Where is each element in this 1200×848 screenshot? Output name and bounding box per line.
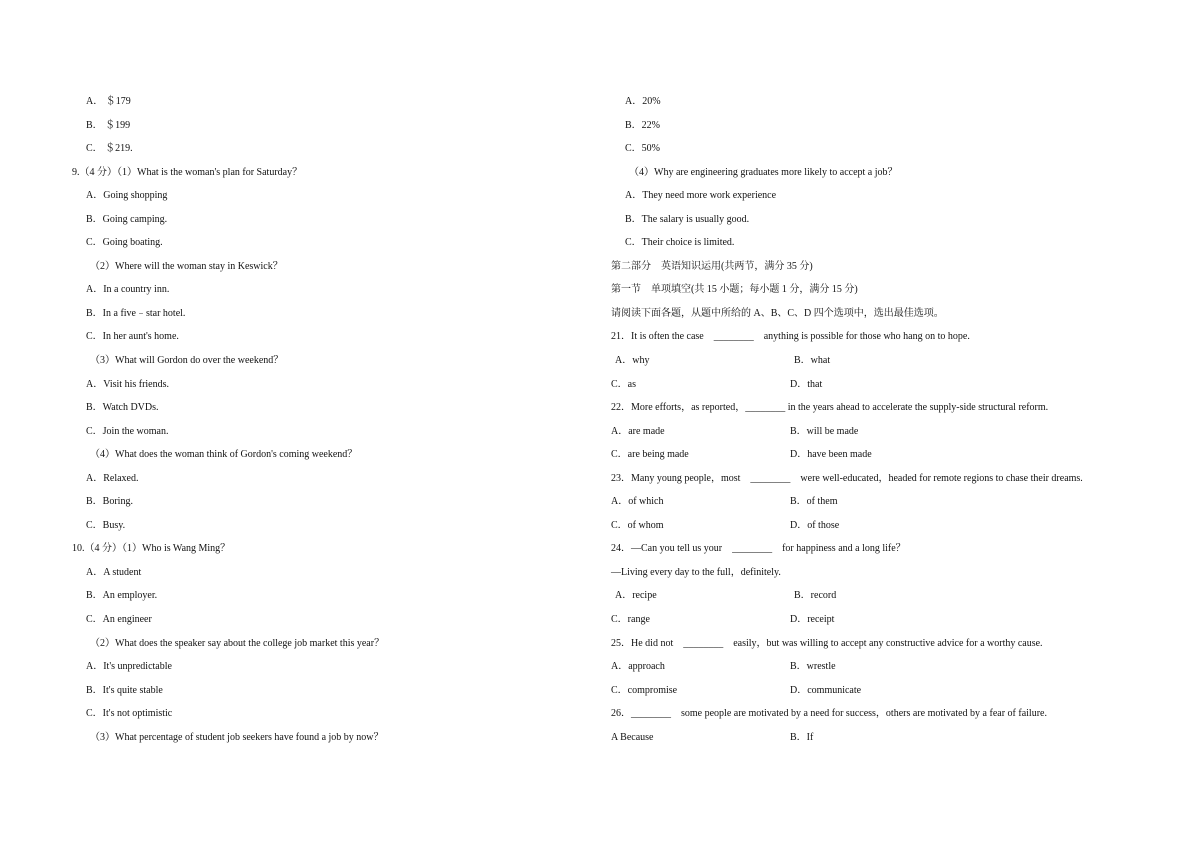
answer-option: A．They need more work experience <box>625 190 777 202</box>
question-text: （2）What does the speaker say about the college job market this year？ <box>90 637 385 649</box>
answer-option: C．Join the woman. <box>86 425 169 437</box>
answer-option: B．will be made <box>790 425 859 437</box>
question-text: 请阅读下面各题，从题中所给的 A、B、C、D 四个选项中，选出最佳选项。 <box>611 307 944 319</box>
answer-option: C．Going boating. <box>86 237 163 249</box>
option-row <box>611 349 1131 373</box>
option-row <box>611 373 1131 397</box>
answer-option: C．compromise <box>611 684 678 696</box>
question-text: 第二部分 英语知识运用(共两节，满分 35 分) <box>611 260 813 272</box>
answer-option: C．Their choice is limited. <box>625 237 735 249</box>
question-text: （2）Where will the woman stay in Keswick？ <box>90 260 283 272</box>
answer-option: B．An employer. <box>86 590 158 602</box>
question-text: （3）What percentage of student job seekers have found a job by now？ <box>90 731 384 743</box>
answer-option: C．In her aunt's home. <box>86 331 179 343</box>
question-text: —Living every day to the full，definitely. <box>611 566 781 578</box>
answer-option: C．50% <box>625 143 660 155</box>
answer-option: A．Going shopping <box>86 190 168 202</box>
option-row <box>611 655 1131 679</box>
answer-option: C． ＄219. <box>86 143 133 155</box>
option-row <box>611 490 1131 514</box>
answer-option: D．that <box>790 378 823 390</box>
question-text: 21．It is often the case ________ anything is possible for those who hang on to hope. <box>611 331 970 343</box>
option-row <box>611 584 1131 608</box>
answer-option: A．are made <box>611 425 665 437</box>
answer-option: D．have been made <box>790 449 872 461</box>
option-row <box>611 443 1131 467</box>
answer-option: B．Boring. <box>86 496 133 508</box>
answer-option: D．communicate <box>790 684 862 696</box>
answer-option: B．It's quite stable <box>86 684 163 696</box>
answer-option: D．of those <box>790 519 840 531</box>
answer-option: A．why <box>615 355 650 367</box>
question-text: 24．—Can you tell us your ________ for happiness and a long life？ <box>611 543 906 555</box>
question-text: 26．________ some people are motivated by a need for success，others are motivated by a fear of failure. <box>611 708 1047 720</box>
answer-option: C．Busy. <box>86 519 126 531</box>
option-row <box>611 608 1131 632</box>
answer-option: B． ＄199 <box>86 119 131 131</box>
question-text: （3）What will Gordon do over the weekend？ <box>90 355 284 367</box>
answer-option: D．receipt <box>790 614 835 626</box>
left-column <box>72 90 572 749</box>
answer-option: A．It's unpredictable <box>86 661 172 673</box>
answer-option: B．22% <box>625 119 660 131</box>
right-column <box>611 90 1131 749</box>
answer-option: A．Relaxed. <box>86 472 139 484</box>
question-text: 25．He did not ________ easily，but was willing to accept any constructive advice for a worthy cause. <box>611 637 1043 649</box>
answer-option: C．as <box>611 378 636 390</box>
question-text: 10.（4 分）（1）Who is Wang Ming？ <box>72 543 231 555</box>
answer-option: A．In a country inn. <box>86 284 170 296</box>
answer-option: A．A student <box>86 566 142 578</box>
question-text: （4）Why are engineering graduates more likely to accept a job？ <box>629 166 898 178</box>
answer-option: A．approach <box>611 661 665 673</box>
question-text: 9.（4 分）（1）What is the woman's plan for Saturday？ <box>72 166 303 178</box>
option-row <box>611 420 1131 444</box>
answer-option: A Because <box>611 731 654 743</box>
answer-option: C．of whom <box>611 519 664 531</box>
answer-option: B．wrestle <box>790 661 836 673</box>
question-text: 第一节 单项填空(共 15 小题；每小题 1 分，满分 15 分) <box>611 284 858 296</box>
question-text: 23．Many young people，most ________ were well-educated，headed for remote regions to chase their dreams. <box>611 472 1083 484</box>
answer-option: B．record <box>794 590 837 602</box>
option-row <box>611 726 1131 750</box>
answer-option: A．20% <box>625 96 661 107</box>
answer-option: C．range <box>611 614 650 626</box>
question-text: （4）What does the woman think of Gordon's coming weekend？ <box>90 449 358 461</box>
option-row <box>611 514 1131 538</box>
question-text: 22．More efforts，as reported，________ in the years ahead to accelerate the supply-side structural reform. <box>611 402 1049 414</box>
answer-option: B．In a five﹣star hotel. <box>86 307 186 319</box>
answer-option: C．An engineer <box>86 614 152 626</box>
answer-option: A．recipe <box>615 590 657 602</box>
answer-option: B．Watch DVDs. <box>86 402 159 414</box>
option-row <box>611 679 1131 703</box>
answer-option: B．If <box>790 731 814 743</box>
answer-option: A．of which <box>611 496 664 508</box>
answer-option: C．are being made <box>611 449 689 461</box>
answer-option: B．The salary is usually good. <box>625 213 750 225</box>
answer-option: A．Visit his friends. <box>86 378 170 390</box>
answer-option: A． ＄179 <box>86 96 131 107</box>
answer-option: B．of them <box>790 496 838 508</box>
answer-option: C．It's not optimistic <box>86 708 173 720</box>
answer-option: B．Going camping. <box>86 213 168 225</box>
answer-option: B．what <box>794 355 831 367</box>
